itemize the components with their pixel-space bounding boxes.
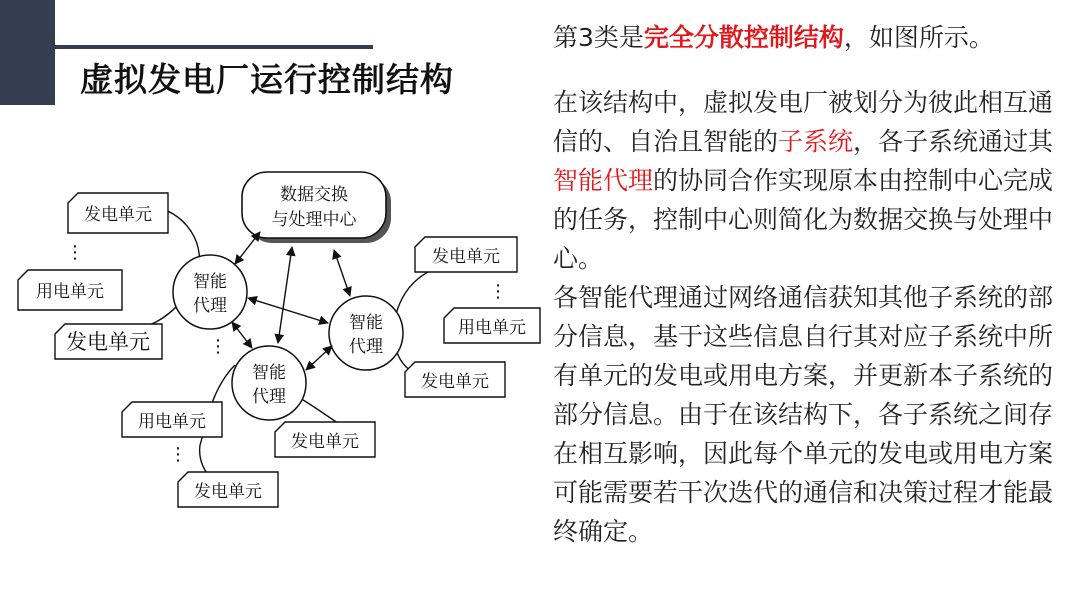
data-exchange-center [242, 172, 391, 243]
agent-left-line2: 代理 [193, 296, 227, 316]
diagram-label: 用电单元 [138, 412, 206, 432]
diagram-label: 发电单元 [66, 330, 150, 354]
agent-left-line1: 智能 [193, 272, 227, 292]
agent-left [173, 255, 247, 329]
unit-box-gen-left-bottom [55, 324, 162, 359]
agent-right-line2: 代理 [349, 337, 383, 357]
diagram-label: 发电单元 [432, 247, 500, 267]
agent-right-line1: 智能 [349, 313, 383, 333]
unit-box-gen-right-top [415, 237, 517, 272]
structure-paragraph: 在该结构中，虚拟发电厂被划分为彼此相互通信的、自治且智能的子系统，各子系统通过其智能代理的协同合作实现原本由控制中心完成的任务，控制中心则简化为数据交换与处理中心。 [553, 88, 1054, 273]
ellipsis-right: ⋮ [489, 281, 507, 302]
description-text [553, 18, 1073, 551]
diagram-label: 发电单元 [421, 372, 489, 392]
ellipsis-left: ⋮ [66, 242, 84, 263]
agent-bottom-line1: 智能 [252, 363, 286, 383]
diagram-label: 发电单元 [84, 205, 152, 225]
agent-paragraph: 各智能代理通过网络通信获知其他子系统的部分信息，基于这些信息自行其对应子系统中所有单元的发电或用电方案，并更新本子系统的部分信息。由于在该结构下，各子系统之间存在相互影响，因此每个单元的发电或用电方案可能需要若干次迭代的通信和决策过程才能最终确定。 [553, 283, 1054, 546]
slide-title: 虚拟发电厂运行控制结构 [80, 60, 454, 99]
diagram-label: 发电单元 [194, 482, 262, 502]
unit-box-gen-left-top [68, 193, 168, 233]
agent-bottom-line2: 代理 [252, 387, 286, 407]
highlight-structure-type: 完全分散控制结构 [643, 23, 844, 52]
unit-box-gen-bottom [178, 472, 278, 507]
intro-paragraph: 第3类是完全分散控制结构，如图所示。 [553, 23, 994, 52]
ellipsis-middle: ⋮ [209, 336, 227, 357]
diagram-label: 用电单元 [36, 282, 104, 302]
title-underline [55, 45, 373, 49]
center-label-line1: 数据交换 [280, 185, 348, 205]
unit-box-load-bottom [122, 402, 222, 437]
highlight-subsystem: 子系统 [778, 127, 854, 156]
agent-right [329, 296, 403, 370]
unit-box-gen-right-bottom [405, 362, 505, 397]
unit-box-load-left [18, 270, 122, 310]
diagram-label: 发电单元 [291, 432, 359, 452]
corner-decoration [0, 0, 55, 105]
diagram-label: 用电单元 [458, 318, 526, 338]
control-structure-diagram [0, 150, 550, 530]
agent-bottom [232, 346, 306, 420]
unit-box-gen-bottom-mid [275, 422, 375, 457]
highlight-smart-agent: 智能代理 [553, 166, 654, 195]
center-label-line2: 与处理中心 [271, 210, 357, 230]
unit-box-load-right [444, 308, 540, 343]
ellipsis-bottom: ⋮ [169, 444, 187, 465]
